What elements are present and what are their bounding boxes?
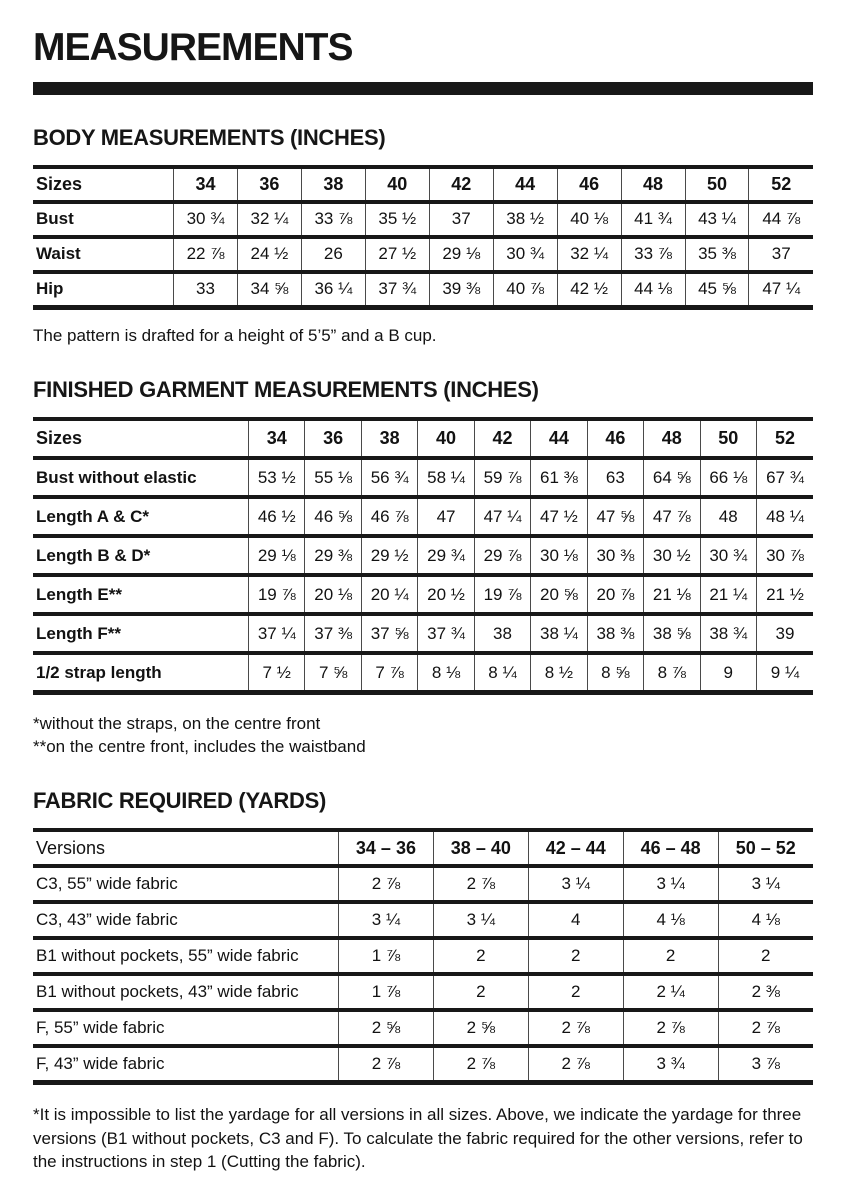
value-cell: 44 ⅞ — [749, 202, 813, 237]
value-cell: 41 ¾ — [621, 202, 685, 237]
value-cell: 29 ⅛ — [429, 237, 493, 272]
value-cell: 30 ⅞ — [756, 536, 813, 575]
header-size-cell: 50 — [685, 167, 749, 202]
value-cell: 45 ⅝ — [685, 272, 749, 308]
row-label: 1/2 strap length — [36, 662, 162, 682]
table-row — [33, 938, 813, 974]
value-cell: 3 ¼ — [718, 866, 813, 902]
value-cell: 36 ¼ — [301, 272, 365, 308]
value-cell: 29 ⅜ — [305, 536, 361, 575]
table-row — [33, 575, 813, 614]
value-cell: 35 ⅜ — [685, 237, 749, 272]
section-heading-finished-garment: FINISHED GARMENT MEASUREMENTS (INCHES) — [33, 377, 539, 403]
row-label: Hip — [36, 279, 64, 299]
value-cell: 39 — [756, 614, 813, 653]
value-cell: 3 ¼ — [433, 902, 528, 938]
table-header-row — [33, 830, 813, 866]
row-label: Bust — [36, 209, 74, 229]
header-size-cell: 52 — [756, 419, 813, 458]
value-cell: 30 ⅜ — [587, 536, 643, 575]
value-cell: 3 ⅞ — [718, 1046, 813, 1083]
row-label: Length B & D* — [36, 545, 151, 565]
value-cell: 2 ⅞ — [433, 866, 528, 902]
row-label: Waist — [36, 244, 81, 264]
value-cell: 55 ⅛ — [305, 458, 361, 497]
body-measurements-table — [33, 165, 813, 310]
section-heading-body-measurements: BODY MEASUREMENTS (INCHES) — [33, 124, 386, 150]
value-cell: 29 ½ — [361, 536, 417, 575]
value-cell: 29 ⅛ — [249, 536, 305, 575]
row-label: Length F** — [36, 623, 121, 643]
header-size-cell: 50 – 52 — [718, 830, 813, 866]
header-size-cell: 34 – 36 — [339, 830, 434, 866]
value-cell: 64 ⅝ — [644, 458, 700, 497]
fabric-required-table — [33, 828, 813, 1085]
value-cell: 3 ¼ — [528, 866, 623, 902]
value-cell: 9 — [700, 653, 756, 693]
value-cell: 66 ⅛ — [700, 458, 756, 497]
value-cell: 33 ⅞ — [301, 202, 365, 237]
value-cell: 48 — [700, 497, 756, 536]
header-label-cell: Sizes — [36, 173, 83, 194]
value-cell: 59 ⅞ — [474, 458, 530, 497]
value-cell: 2 — [718, 938, 813, 974]
header-size-cell: 38 — [361, 419, 417, 458]
header-size-cell: 48 — [644, 419, 700, 458]
table-header-row — [33, 167, 813, 202]
header-size-cell: 42 – 44 — [528, 830, 623, 866]
value-cell: 46 ½ — [249, 497, 305, 536]
footnote-straps: *without the straps, on the centre front — [33, 714, 321, 734]
value-cell: 40 ⅛ — [557, 202, 621, 237]
value-cell: 56 ¾ — [361, 458, 417, 497]
row-label: C3, 55” wide fabric — [36, 874, 178, 894]
value-cell: 2 ⅞ — [433, 1046, 528, 1083]
value-cell: 4 — [528, 902, 623, 938]
value-cell: 24 ½ — [237, 237, 301, 272]
value-cell: 20 ⅛ — [305, 575, 361, 614]
header-size-cell: 36 — [305, 419, 361, 458]
value-cell: 38 ½ — [493, 202, 557, 237]
value-cell: 40 ⅞ — [493, 272, 557, 308]
value-cell: 61 ⅜ — [531, 458, 587, 497]
value-cell: 1 ⅞ — [339, 938, 434, 974]
value-cell: 47 ⅞ — [644, 497, 700, 536]
value-cell: 2 ¼ — [623, 974, 718, 1010]
row-label: Length E** — [36, 584, 122, 604]
value-cell: 67 ¾ — [756, 458, 813, 497]
header-size-cell: 38 – 40 — [433, 830, 528, 866]
value-cell: 3 ¾ — [623, 1046, 718, 1083]
value-cell: 8 ⅞ — [644, 653, 700, 693]
value-cell: 37 ⅝ — [361, 614, 417, 653]
value-cell: 33 ⅞ — [621, 237, 685, 272]
value-cell: 4 ⅛ — [718, 902, 813, 938]
value-cell: 4 ⅛ — [623, 902, 718, 938]
table-header-row — [33, 419, 813, 458]
row-label: C3, 43” wide fabric — [36, 910, 178, 930]
value-cell: 2 — [528, 938, 623, 974]
header-size-cell: 50 — [700, 419, 756, 458]
value-cell: 47 ½ — [531, 497, 587, 536]
value-cell: 38 ⅜ — [587, 614, 643, 653]
value-cell: 37 ¼ — [249, 614, 305, 653]
value-cell: 35 ½ — [365, 202, 429, 237]
value-cell: 38 — [474, 614, 530, 653]
value-cell: 43 ¼ — [685, 202, 749, 237]
fabric-yardage-footnote: *It is impossible to list the yardage for all versions in all sizes. Above, we indicate the yardage for three versions (B1 without pockets, C3 and F). To calculate the fabric required for the other versions, refer to the instructions in step 1 (Cutting the fabric). — [33, 1105, 803, 1172]
header-size-cell: 52 — [749, 167, 813, 202]
value-cell: 21 ½ — [756, 575, 813, 614]
table-row — [33, 497, 813, 536]
value-cell: 8 ½ — [531, 653, 587, 693]
header-size-cell: 34 — [249, 419, 305, 458]
header-label-cell: Sizes — [36, 428, 83, 449]
header-size-cell: 38 — [301, 167, 365, 202]
value-cell: 22 ⅞ — [174, 237, 238, 272]
value-cell: 29 ⅞ — [474, 536, 530, 575]
header-size-cell: 40 — [418, 419, 474, 458]
finished-garment-footnotes — [33, 712, 820, 758]
value-cell: 19 ⅞ — [249, 575, 305, 614]
value-cell: 20 ⅝ — [531, 575, 587, 614]
value-cell: 53 ½ — [249, 458, 305, 497]
value-cell: 27 ½ — [365, 237, 429, 272]
value-cell: 29 ¾ — [418, 536, 474, 575]
header-size-cell: 44 — [493, 167, 557, 202]
value-cell: 63 — [587, 458, 643, 497]
value-cell: 47 ⅝ — [587, 497, 643, 536]
row-label: Bust without elastic — [36, 467, 197, 487]
table-row — [33, 866, 813, 902]
value-cell: 38 ¼ — [531, 614, 587, 653]
value-cell: 46 ⅞ — [361, 497, 417, 536]
value-cell: 20 ¼ — [361, 575, 417, 614]
row-label: F, 55” wide fabric — [36, 1018, 165, 1038]
value-cell: 30 ¾ — [174, 202, 238, 237]
value-cell: 38 ⅝ — [644, 614, 700, 653]
value-cell: 2 — [528, 974, 623, 1010]
value-cell: 19 ⅞ — [474, 575, 530, 614]
header-size-cell: 34 — [174, 167, 238, 202]
value-cell: 2 — [623, 938, 718, 974]
table-row — [33, 653, 813, 693]
table-row — [33, 458, 813, 497]
value-cell: 20 ⅞ — [587, 575, 643, 614]
value-cell: 44 ⅛ — [621, 272, 685, 308]
value-cell: 30 ⅛ — [531, 536, 587, 575]
table-row — [33, 272, 813, 308]
value-cell: 32 ¼ — [237, 202, 301, 237]
value-cell: 58 ¼ — [418, 458, 474, 497]
value-cell: 2 ⅞ — [528, 1046, 623, 1083]
value-cell: 2 ⅜ — [718, 974, 813, 1010]
value-cell: 47 ¼ — [749, 272, 813, 308]
table-row — [33, 1010, 813, 1046]
header-label-cell: Versions — [36, 837, 106, 858]
value-cell: 39 ⅜ — [429, 272, 493, 308]
value-cell: 30 ¾ — [493, 237, 557, 272]
value-cell: 7 ⅞ — [361, 653, 417, 693]
table-row — [33, 974, 813, 1010]
table-row — [33, 536, 813, 575]
value-cell: 21 ⅛ — [644, 575, 700, 614]
value-cell: 37 ¾ — [418, 614, 474, 653]
value-cell: 2 ⅞ — [623, 1010, 718, 1046]
header-size-cell: 48 — [621, 167, 685, 202]
value-cell: 30 ¾ — [700, 536, 756, 575]
value-cell: 7 ½ — [249, 653, 305, 693]
value-cell: 26 — [301, 237, 365, 272]
row-label: B1 without pockets, 43” wide fabric — [36, 982, 299, 1002]
value-cell: 3 ¼ — [339, 902, 434, 938]
value-cell: 48 ¼ — [756, 497, 813, 536]
value-cell: 2 ⅞ — [718, 1010, 813, 1046]
value-cell: 42 ½ — [557, 272, 621, 308]
value-cell: 2 ⅝ — [339, 1010, 434, 1046]
value-cell: 9 ¼ — [756, 653, 813, 693]
value-cell: 8 ¼ — [474, 653, 530, 693]
value-cell: 21 ¼ — [700, 575, 756, 614]
value-cell: 2 ⅝ — [433, 1010, 528, 1046]
header-size-cell: 36 — [237, 167, 301, 202]
value-cell: 46 ⅝ — [305, 497, 361, 536]
row-label: B1 without pockets, 55” wide fabric — [36, 946, 299, 966]
header-size-cell: 46 – 48 — [623, 830, 718, 866]
value-cell: 20 ½ — [418, 575, 474, 614]
value-cell: 2 — [433, 974, 528, 1010]
value-cell: 2 ⅞ — [528, 1010, 623, 1046]
table-row — [33, 902, 813, 938]
value-cell: 2 ⅞ — [339, 866, 434, 902]
value-cell: 34 ⅝ — [237, 272, 301, 308]
row-label: F, 43” wide fabric — [36, 1054, 165, 1074]
value-cell: 38 ¾ — [700, 614, 756, 653]
header-size-cell: 46 — [557, 167, 621, 202]
pattern-height-note: The pattern is drafted for a height of 5’5” and a B cup. — [33, 325, 437, 345]
value-cell: 37 ¾ — [365, 272, 429, 308]
header-size-cell: 46 — [587, 419, 643, 458]
header-size-cell: 44 — [531, 419, 587, 458]
value-cell: 3 ¼ — [623, 866, 718, 902]
value-cell: 37 — [749, 237, 813, 272]
title-divider-bar — [33, 82, 813, 95]
value-cell: 8 ⅛ — [418, 653, 474, 693]
table-row — [33, 202, 813, 237]
value-cell: 47 ¼ — [474, 497, 530, 536]
value-cell: 7 ⅝ — [305, 653, 361, 693]
footnote-waistband: **on the centre front, includes the waistband — [33, 737, 366, 757]
value-cell: 33 — [174, 272, 238, 308]
header-size-cell: 42 — [429, 167, 493, 202]
value-cell: 1 ⅞ — [339, 974, 434, 1010]
value-cell: 37 — [429, 202, 493, 237]
value-cell: 32 ¼ — [557, 237, 621, 272]
row-label: Length A & C* — [36, 506, 150, 526]
table-row — [33, 237, 813, 272]
page-title: MEASUREMENTS — [33, 26, 353, 69]
table-row — [33, 614, 813, 653]
value-cell: 37 ⅜ — [305, 614, 361, 653]
header-size-cell: 42 — [474, 419, 530, 458]
value-cell: 2 — [433, 938, 528, 974]
section-heading-fabric-required: FABRIC REQUIRED (YARDS) — [33, 788, 326, 814]
header-size-cell: 40 — [365, 167, 429, 202]
value-cell: 8 ⅝ — [587, 653, 643, 693]
table-row — [33, 1046, 813, 1083]
value-cell: 2 ⅞ — [339, 1046, 434, 1083]
value-cell: 30 ½ — [644, 536, 700, 575]
finished-garment-table — [33, 417, 813, 695]
value-cell: 47 — [418, 497, 474, 536]
